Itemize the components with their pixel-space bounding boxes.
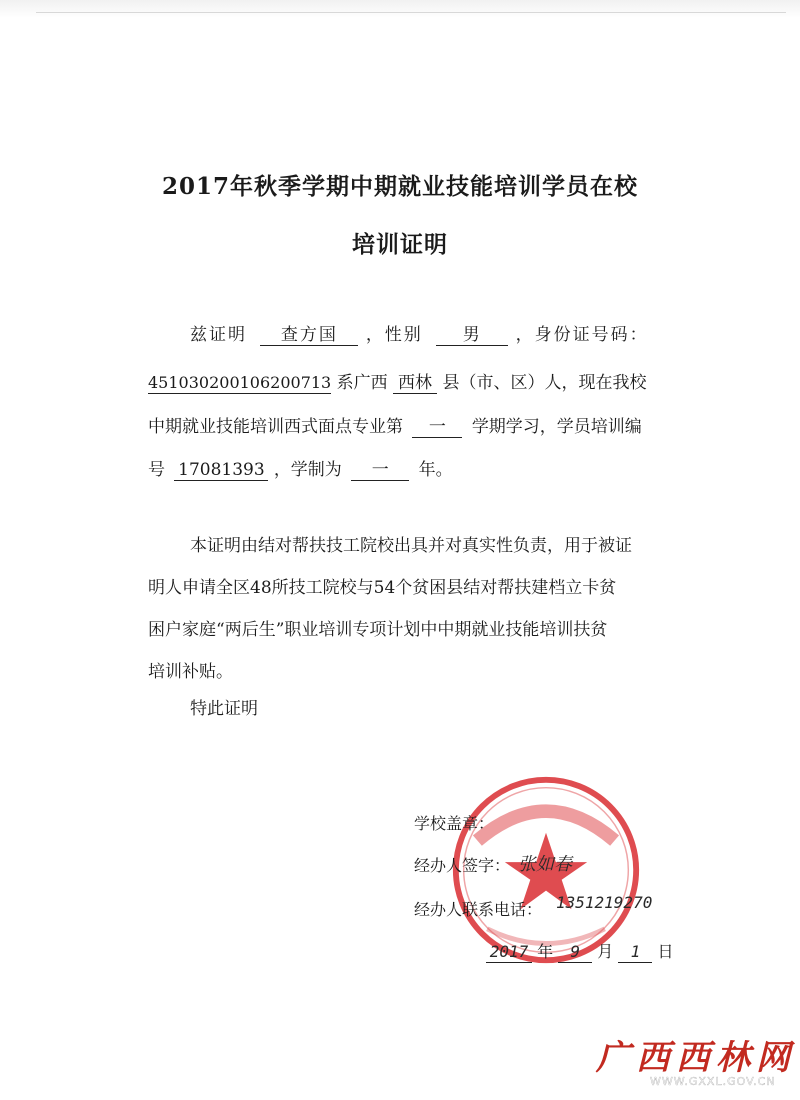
document-title-line2: 培训证明 (352, 231, 448, 258)
watermark-url: WWW.GXXL.GOV.CN (650, 1075, 776, 1088)
purpose-line-3: 困户家庭“两后生”职业培训专项计划中中期就业技能培训扶贫 (148, 620, 608, 640)
date-day: 1 (618, 942, 652, 963)
major-text: 中期就业技能培训西式面点专业第 (148, 417, 403, 437)
county-name: 西林 (393, 373, 437, 394)
closing-text: 特此证明 (190, 699, 258, 719)
certify-line-1 (190, 320, 770, 346)
id-label: ，身份证号码： (515, 325, 649, 345)
student-name: 查方国 (260, 325, 358, 346)
certify-line-2 (148, 368, 728, 394)
id-number: 451030200106200713 (148, 373, 332, 392)
semester-number: 一 (412, 417, 462, 438)
date-year: 2017 (486, 942, 532, 963)
certify-intro: 兹证明 (190, 325, 247, 345)
certify-line-3 (148, 412, 728, 438)
scan-line (36, 12, 786, 13)
date-month: 9 (558, 942, 592, 963)
watermark-logo: 广西西林网 (596, 1038, 796, 1078)
years-label: ，学制为 (273, 460, 342, 480)
years-suffix: 年。 (418, 460, 453, 480)
scan-edge (0, 0, 800, 18)
purpose-line-2: 明人申请全区48所技工院校与54个贫困县结对帮扶建档立卡贫 (148, 578, 617, 598)
gender-label: ，性别 (365, 325, 423, 345)
study-years: 一 (351, 460, 409, 481)
signature-date (486, 939, 674, 963)
purpose-line-4: 培训补贴。 (148, 662, 233, 682)
certify-line-4 (148, 455, 728, 481)
county-suffix: 县（市、区）人，现在我校 (442, 373, 647, 393)
student-number: 17081393 (174, 460, 268, 481)
number-label: 号 (148, 460, 165, 480)
handler-signature: 张如春 (518, 854, 572, 875)
phone-label: 经办人联系电话： (414, 900, 543, 919)
handler-label: 经办人签字： (414, 856, 511, 875)
from-text: 系广西 (336, 373, 388, 393)
handler-phone: 1351219270 (556, 893, 653, 912)
seal-label: 学校盖章： (414, 814, 495, 833)
document-title: 2017年秋季学期中期就业技能培训学员在校 (161, 173, 638, 200)
day-label: 日 (657, 942, 674, 961)
trainee-text: 学期学习，学员培训编 (471, 417, 642, 437)
month-label: 月 (597, 942, 614, 961)
student-gender: 男 (436, 325, 508, 346)
year-label: 年 (537, 942, 554, 961)
purpose-line-1: 本证明由结对帮扶技工院校出具并对真实性负责，用于被证 (190, 536, 632, 556)
